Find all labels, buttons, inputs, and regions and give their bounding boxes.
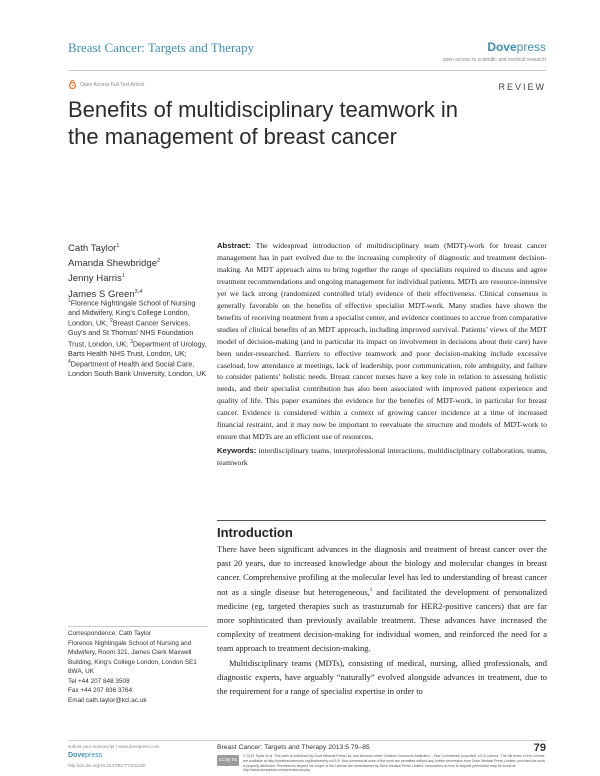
footer-logo-light: press xyxy=(85,752,103,759)
introduction-body xyxy=(217,542,547,698)
correspondence-email[interactable]: Email cath.taylor@kcl.ac.uk xyxy=(68,696,147,704)
cc-license-text: cc by nc xyxy=(218,757,238,763)
author-name: Cath Taylor xyxy=(68,243,117,255)
author-name: Amanda Shewbridge xyxy=(68,258,158,270)
keywords-text: interdisciplinary teams, interprofessional interactions, multidisciplinary collaboration, teams, teamwork xyxy=(217,446,547,468)
affiliation-mark: 3 xyxy=(130,338,133,345)
author-name: James S Green xyxy=(68,288,135,300)
affiliation-mark: 1 xyxy=(68,298,71,304)
journal-name: Breast Cancer: Targets and Therapy xyxy=(68,40,255,55)
article-type: REVIEW xyxy=(498,82,546,92)
author-list xyxy=(68,240,208,301)
author[interactable] xyxy=(68,255,208,270)
article-title: Benefits of multidisciplinary teamwork in the management of breast cancer xyxy=(68,97,459,149)
author-affiliation-mark: 1 xyxy=(121,273,125,280)
license-text: © 2013 Taylor et al. This work is published by Dove Medical Press Ltd, and licensed under Creative Commons Attribution – Non Commercial (unported, v3.0) License. The full terms of the License are available at http://creativecommons.org/licenses/by-nc/3.0/. Non-commercial uses of the work are permitted without any further permission from Dove Medical Press Limited, provided the work is properly attributed. Permissions beyond the scope of the License are administered by Dove Medical Press Limited. Information on how to request permission may be found at: http://www.dovepress.com/permissions.php xyxy=(243,754,545,773)
paragraph xyxy=(217,542,547,656)
correspondence-label: Correspondence: Cath Taylor xyxy=(68,630,152,637)
keywords-label: Keywords: xyxy=(217,446,257,456)
abstract-body xyxy=(217,240,547,443)
publisher-tagline: open access to scientific and medical research xyxy=(442,57,546,63)
abstract-divider xyxy=(217,520,546,521)
paragraph-text: There have been significant advances in the diagnosis and treatment of breast cancer over the past 20 years, due to increased knowledge about the biology and molecular changes in breast cancer. Comprehensive profiling at the molecular level has led to understanding of breast cancer not as a single disease but heterogeneous, xyxy=(217,544,547,598)
doi-link[interactable]: http://dx.doi.org/10.2147/BCTT.S31150 xyxy=(68,763,146,768)
header-divider xyxy=(68,70,546,71)
correspondence-address: Florence Nightingale School of Nursing and Midwifery, Room 321, James Clerk Maxwell Building, King’s College London, London SE1 8WA, UK xyxy=(68,639,197,675)
correspondence-fax: Fax +44 207 836 3764 xyxy=(68,687,133,694)
affiliation-text: Department of Health and Social Care, London South Bank University, London, UK xyxy=(68,359,207,379)
affiliation-text: Florence Nightingale School of Nursing and Midwifery, King’s College London, London, UK; xyxy=(68,298,196,328)
open-access-text: Open Access Full Text Article xyxy=(80,81,145,88)
affiliation-mark: 2 xyxy=(109,318,113,325)
publisher-logo-light: press xyxy=(516,40,546,54)
affiliation-text: Breast Cancer Services, Guy’s and St Thomas’ NHS Foundation Trust, London, UK; xyxy=(68,318,194,349)
publisher-logo-bold: Dove xyxy=(487,40,517,54)
author[interactable] xyxy=(68,270,208,285)
open-access-label xyxy=(68,80,144,89)
abstract xyxy=(217,240,547,469)
open-access-lock-icon xyxy=(68,80,77,89)
abstract-text: The widespread introduction of multidisciplinary team (MDT)-work for breast cancer management has in part evolved due to the increasing complexity of diagnostic and treatment decision-making. An MDT approach aims to bring together the range of specialists required to discuss and agree treatment recommendations and ongoing management for individual patients. MDTs are resource-intensive yet we lack strong (randomized controlled trial) evidence of their effectiveness. Clinical consensus is generally favorable on the benefits of effective specialist MDT-work. Many studies have shown the benefits of receiving treatment from a specialist center, and evidence continues to accrue from comparative studies of clinical benefits of an MDT approach, including improved survival. Patients’ views of the MDT model of decision-making (and in particular its impact on involvement in decisions about their care) have been under-researched. Barriers to effective teamwork and poor decision-making include excessive caseload, low attendance at meetings, lack of leadership, poor communication, role ambiguity, and failure to consider patients’ holistic needs. Breast cancer nurses have a key role in relation to assessing holistic needs, and their specialist contribution has also been associated with improved patient experience and quality of life. This paper examines the evidence for the benefits of MDT-work, in particular for breast cancer. Evidence is considered within a context of growing cancer incidence at a time of increased financial restraint, and it may now be important to reevaluate the structure and models of MDT-work to ensure that MDTs are an efficient use of resources. xyxy=(217,241,547,442)
cc-license-icon[interactable] xyxy=(217,755,239,766)
keywords xyxy=(217,445,547,469)
author-affiliation-mark: 1 xyxy=(116,243,120,249)
submit-link[interactable]: submit your manuscript | www.dovepress.com xyxy=(68,744,160,749)
publisher-logo[interactable] xyxy=(487,40,546,54)
paragraph-text: and facilitated the development of personalized medicine (eg, targeted therapies such as trastuzumab for HER2-positive cancers) that are far more sophisticated than previously available treatment. These advances have increased the complexity of treatment decision-making for individual women, and reinforced the need for a team approach to treatment decision-making. xyxy=(217,587,547,654)
footer-divider xyxy=(68,740,546,741)
page-number: 79 xyxy=(533,742,546,754)
footer-publisher-logo[interactable] xyxy=(68,752,102,759)
correspondence xyxy=(68,629,208,705)
footer-logo-bold: Dove xyxy=(68,752,86,759)
affiliation-text: Department of Urology, Barts Health NHS Trust, London, UK; xyxy=(68,339,207,358)
correspondence-tel: Tel +44 207 848 3508 xyxy=(68,677,130,685)
introduction-heading: Introduction xyxy=(217,525,293,540)
correspondence-divider xyxy=(68,626,208,627)
abstract-label: Abstract: xyxy=(217,241,251,250)
author[interactable] xyxy=(68,240,208,255)
citation: Breast Cancer: Targets and Therapy 2013:5 79–85 xyxy=(217,744,370,751)
paragraph: Multidisciplinary teams (MDTs), consisting of medical, nursing, allied professionals, and diagnostic experts, have arguably “naturally” evolved alongside advances in treatment, due to the requirement for a range of specialist expertise in order to xyxy=(217,657,547,696)
reference-mark[interactable]: 1 xyxy=(369,588,373,594)
author-affiliation-mark: 3,4 xyxy=(134,288,143,295)
affiliation-mark: 4 xyxy=(68,359,71,366)
author-affiliation-mark: 2 xyxy=(157,258,161,265)
author-name: Jenny Harris xyxy=(68,273,122,285)
affiliations xyxy=(68,297,208,379)
